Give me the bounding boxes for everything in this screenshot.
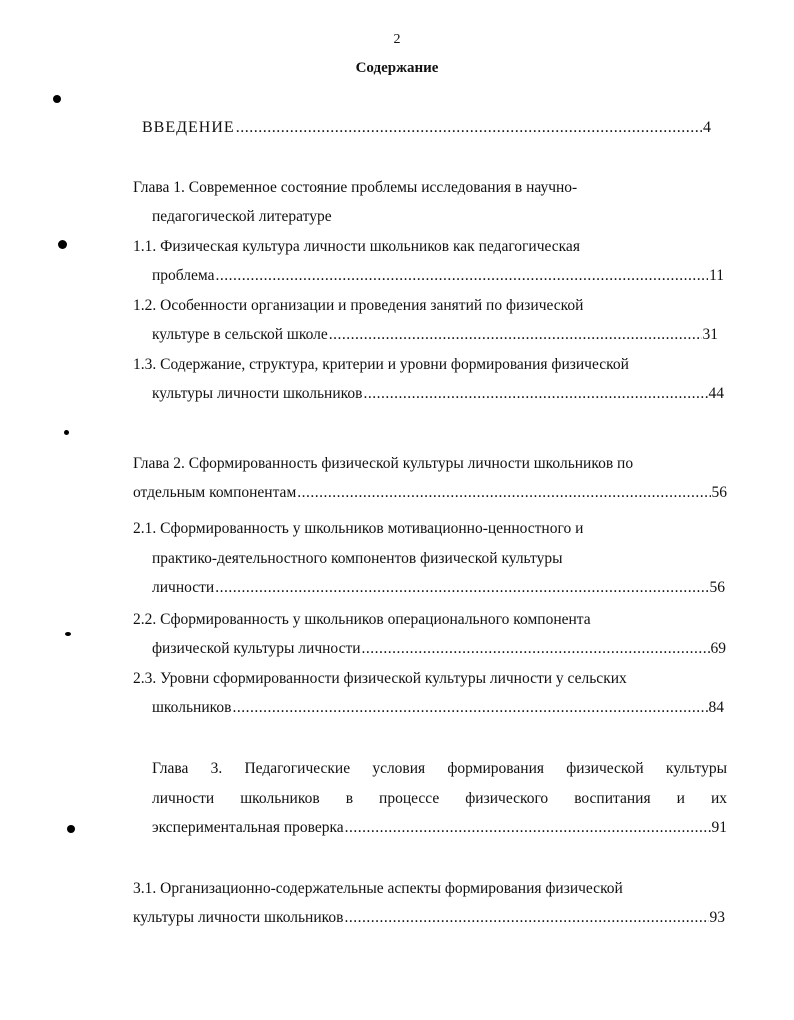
chapter-1-heading-cont[interactable]: педагогической литературе (152, 208, 332, 225)
toc-entry-2-2[interactable]: 2.2. Сформированность у школьников операционального компонента (133, 611, 591, 628)
toc-page-number: 91 (711, 819, 727, 836)
toc-entry-1-3[interactable]: 1.3. Содержание, структура, критерии и уровни формирования физической (133, 356, 629, 373)
toc-entry-1-2[interactable]: 1.2. Особенности организации и проведения занятий по физической (133, 297, 584, 314)
toc-page-number: 84 (708, 699, 724, 716)
toc-entry-label: культуры личности школьников (133, 909, 344, 926)
toc-page-number: 69 (710, 640, 726, 657)
toc-entry-2-1-cont2[interactable] (152, 578, 725, 598)
leader-dots (345, 818, 711, 838)
toc-page-number: 31 (702, 326, 718, 343)
margin-bullet (65, 632, 71, 636)
toc-entry-label: культуре в сельской школе (152, 326, 328, 343)
toc-entry-1-1[interactable]: 1.1. Физическая культура личности школьников как педагогическая (133, 238, 580, 255)
leader-dots (232, 698, 707, 718)
margin-bullet (53, 95, 61, 103)
chapter-2-heading[interactable]: Глава 2. Сформированность физической культуры личности школьников по (133, 455, 634, 472)
page-title: Содержание (355, 60, 439, 76)
toc-page-number: 93 (709, 909, 725, 926)
toc-entry-label: проблема (152, 267, 215, 284)
leader-dots (329, 325, 702, 345)
toc-page-number: 56 (711, 484, 727, 501)
toc-entry-2-3-cont[interactable] (152, 698, 724, 718)
toc-entry-3-1-cont[interactable] (133, 908, 725, 928)
chapter-3-heading-cont[interactable]: личности школьников в процессе физического воспитания и их (152, 790, 727, 807)
toc-page-number: 56 (709, 579, 725, 596)
leader-dots (363, 384, 707, 404)
leader-dots (236, 118, 702, 138)
leader-dots (297, 483, 710, 503)
toc-entry-label: школьников (152, 699, 232, 716)
toc-entry-introduction[interactable] (142, 118, 712, 138)
toc-entry-3-1[interactable]: 3.1. Организационно-содержательные аспекты формирования физической (133, 880, 623, 897)
toc-entry-label: ВВЕДЕНИЕ (142, 119, 235, 136)
toc-page-number: 4 (703, 119, 712, 136)
toc-entry-label: личности (152, 579, 215, 596)
leader-dots (344, 908, 708, 928)
toc-entry-1-3-cont[interactable] (152, 384, 724, 404)
margin-bullet (64, 430, 69, 435)
chapter-1-heading[interactable]: Глава 1. Современное состояние проблемы исследования в научно- (133, 179, 578, 196)
toc-entry-label: экспериментальная проверка (152, 819, 344, 836)
margin-bullet (58, 240, 67, 249)
chapter-3-heading-cont2[interactable] (152, 818, 727, 838)
toc-entry-2-1[interactable]: 2.1. Сформированность у школьников мотивационно-ценностного и (133, 520, 584, 537)
leader-dots (362, 639, 710, 659)
chapter-2-heading-cont[interactable] (133, 483, 727, 503)
leader-dots (215, 578, 708, 598)
toc-entry-2-1-cont[interactable]: практико-деятельностного компонентов физической культуры (152, 550, 563, 567)
toc-page-number: 11 (709, 267, 724, 284)
chapter-3-heading[interactable]: Глава 3. Педагогические условия формирования физической культуры (152, 760, 727, 777)
leader-dots (216, 266, 709, 286)
toc-entry-label: физической культуры личности (152, 640, 361, 657)
toc-entry-label: отдельным компонентам (133, 484, 297, 501)
margin-bullet (67, 825, 75, 833)
toc-entry-1-2-cont[interactable] (152, 325, 718, 345)
toc-entry-2-3[interactable]: 2.3. Уровни сформированности физической культуры личности у сельских (133, 670, 627, 687)
toc-entry-2-2-cont[interactable] (152, 639, 726, 659)
toc-entry-label: культуры личности школьников (152, 385, 363, 402)
toc-page-number: 44 (708, 385, 724, 402)
toc-entry-1-1-cont[interactable] (152, 266, 724, 286)
page-number: 2 (393, 32, 401, 47)
